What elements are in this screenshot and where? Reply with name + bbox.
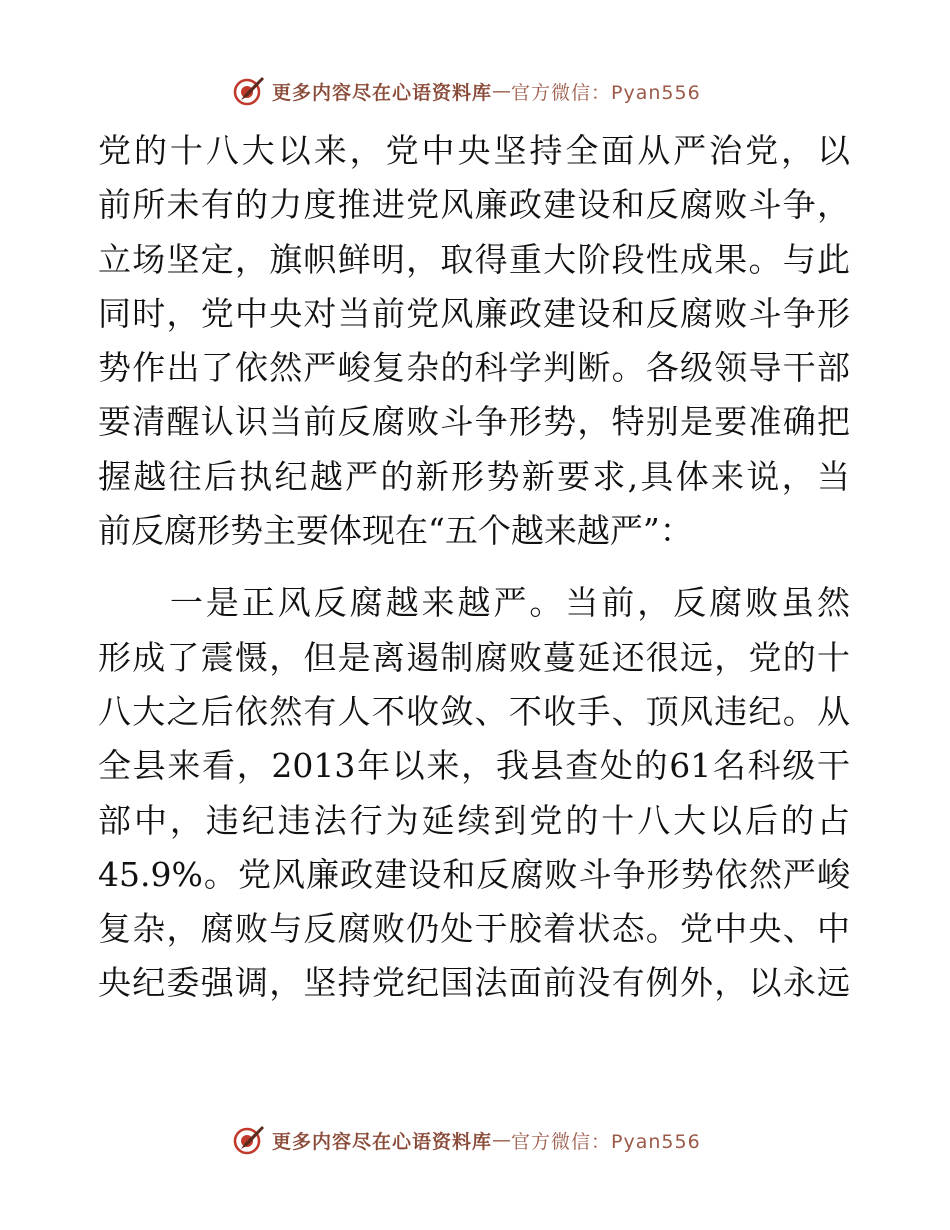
header-watermark-banner <box>232 71 752 111</box>
paragraph-2 <box>98 576 850 1010</box>
text-line: 全县来看，2013年以来，我县查处的61名科级干 <box>98 746 850 786</box>
text-line: 复杂，腐败与反腐败仍处于胶着状态。党中央、中 <box>98 909 850 949</box>
text-line: 同时，党中央对当前党风廉政建设和反腐败斗争形 <box>98 293 850 333</box>
text-line: 要清醒认识当前反腐败斗争形势，特别是要准确把 <box>98 402 850 442</box>
text-line: 一是正风反腐越来越严。当前，反腐败虽然 <box>98 583 850 623</box>
text-line: 央纪委强调，坚持党纪国法面前没有例外，以永远 <box>98 963 850 1003</box>
text-line: 部中，违纪违法行为延续到党的十八大以后的占 <box>98 800 850 840</box>
banner-wechat-text: 官方微信：Pyan556 <box>511 1130 701 1153</box>
paragraph-1 <box>98 124 850 558</box>
quill-seal-logo-icon <box>232 1123 266 1157</box>
banner-separator: — <box>492 1129 512 1151</box>
text-line: 势作出了依然严峻复杂的科学判断。各级领导干部 <box>98 348 850 388</box>
banner-brand-text: 更多内容尽在心语资料库 <box>272 81 493 104</box>
banner-brand-text: 更多内容尽在心语资料库 <box>272 1130 493 1153</box>
footer-watermark-banner <box>232 1120 752 1160</box>
banner-wechat-text: 官方微信：Pyan556 <box>511 81 701 104</box>
text-line: 党的十八大以来，党中央坚持全面从严治党，以 <box>98 131 850 170</box>
text-line: 45.9%。党风廉政建设和反腐败斗争形势依然严峻 <box>98 854 850 894</box>
text-line: 八大之后依然有人不收敛、不收手、顶风违纪。从 <box>98 691 850 731</box>
text-line: 前反腐形势主要体现在“五个越来越严”： <box>98 511 693 551</box>
paragraph-gap <box>98 558 850 576</box>
text-line: 形成了震慑，但是离遏制腐败蔓延还很远，党的十 <box>98 637 850 677</box>
body-text <box>98 124 850 1011</box>
text-line: 前所未有的力度推进党风廉政建设和反腐败斗争， <box>98 185 850 225</box>
text-line: 立场坚定，旗帜鲜明，取得重大阶段性成果。与此 <box>98 239 850 279</box>
banner-separator: — <box>492 80 512 102</box>
quill-seal-logo-icon <box>232 74 266 108</box>
text-line: 握越往后执纪越严的新形势新要求,具体来说，当 <box>98 456 850 496</box>
